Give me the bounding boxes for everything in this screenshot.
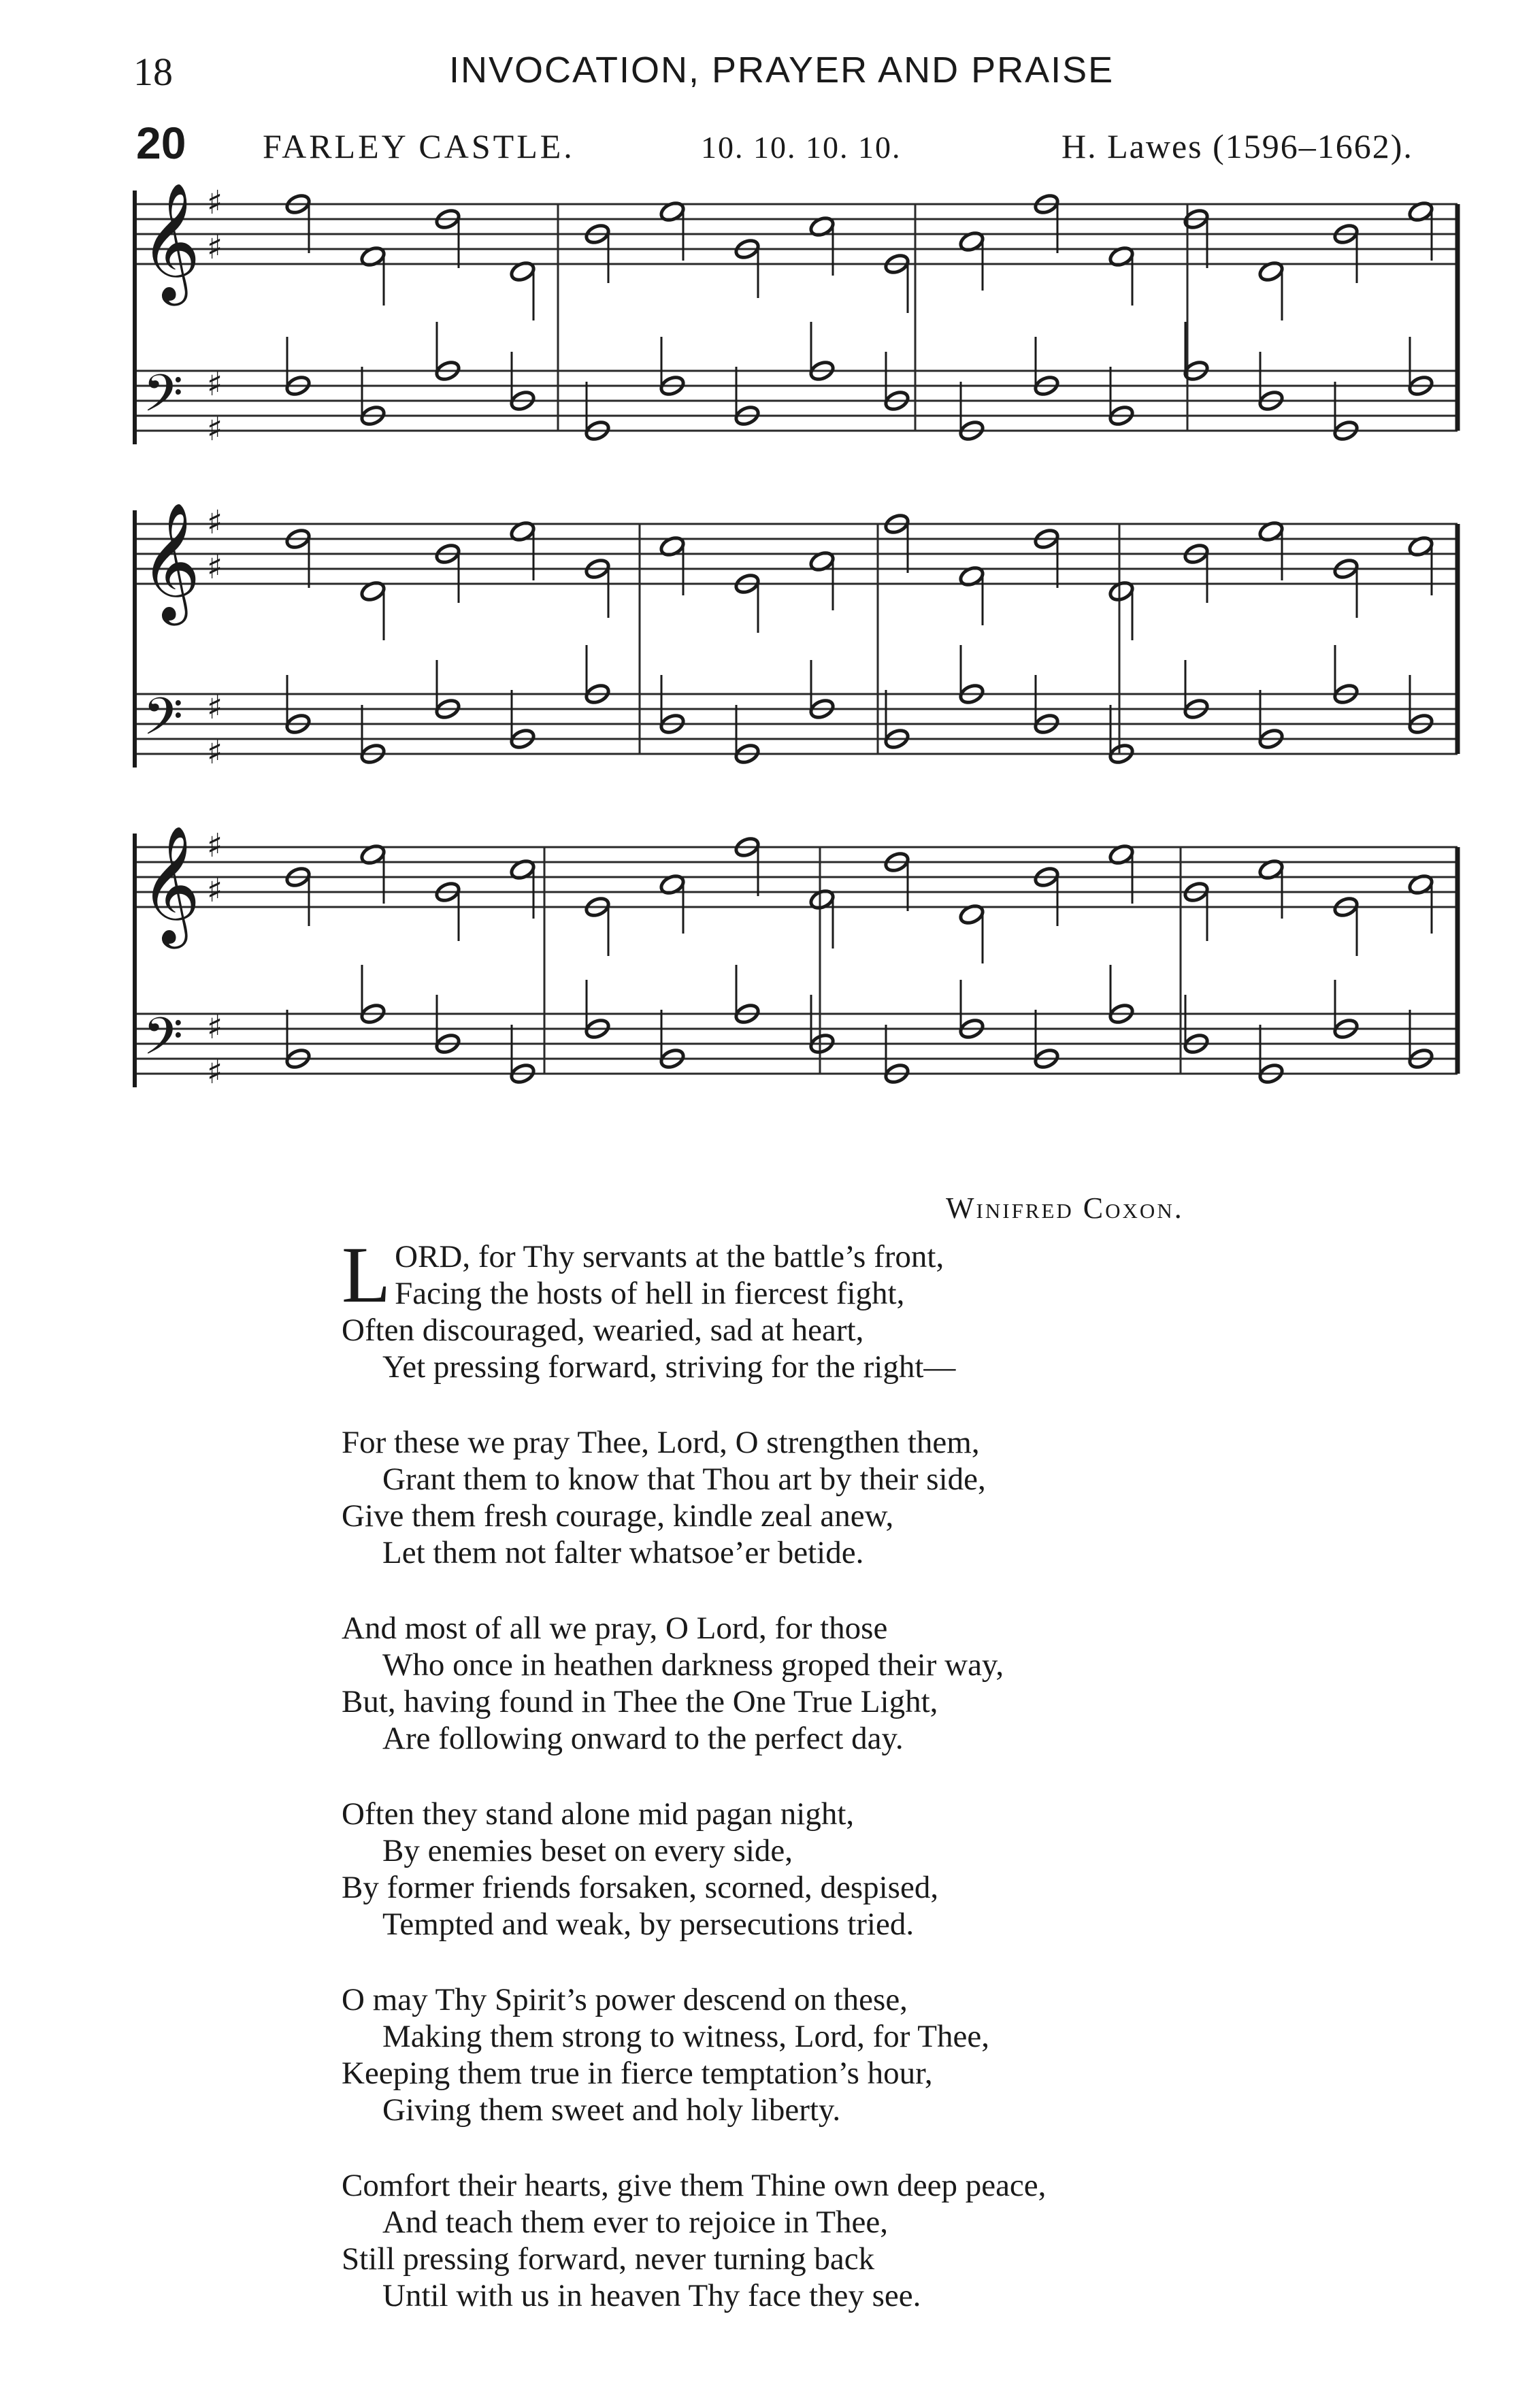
drop-capital: L — [342, 1230, 391, 1319]
verse-line: Grant them to know that Thou art by their side, — [382, 1462, 986, 1497]
verse-line: By enemies beset on every side, — [382, 1833, 793, 1868]
stanza-2 — [342, 1424, 1403, 1571]
bass-clef-icon: 𝄢 — [143, 687, 184, 759]
treble-clef-icon: 𝄞 — [140, 502, 201, 621]
sharp-icon: ♯ — [207, 1053, 223, 1091]
metre: 10. 10. 10. 10. — [701, 130, 902, 165]
verse-line: ORD, for Thy servants at the battle’s front, — [395, 1239, 944, 1274]
bass-clef-icon: 𝄢 — [143, 1006, 184, 1079]
sharp-icon: ♯ — [207, 733, 223, 772]
stanza-1 — [342, 1230, 1403, 1385]
stanza-3 — [342, 1610, 1403, 1757]
hymn-number: 20 — [136, 118, 186, 168]
verse-line: Making them strong to witness, Lord, for Thee, — [382, 2019, 989, 2054]
sharp-icon: ♯ — [207, 365, 223, 403]
sharp-icon: ♯ — [207, 504, 223, 542]
verse-line: Tempted and weak, by persecutions tried. — [382, 1907, 915, 1942]
verse-line: Until with us in heaven Thy face they see. — [382, 2278, 921, 2313]
verse-line: Who once in heathen darkness groped their way, — [382, 1647, 1004, 1683]
running-title: INVOCATION, PRAYER AND PRAISE — [449, 50, 1115, 90]
treble-clef-icon: 𝄞 — [140, 182, 201, 301]
verse-line: And teach them ever to rejoice in Thee, — [382, 2205, 888, 2240]
hymn-author: Winifred Coxon. — [946, 1191, 1184, 1225]
stanza-4 — [342, 1796, 1403, 1943]
verse-line: O may Thy Spirit’s power descend on these, — [342, 1982, 908, 2017]
composer: H. Lawes (1596–1662). — [1061, 127, 1413, 165]
verse-line: Still pressing forward, never turning back — [342, 2241, 875, 2277]
verse-line: Keeping them true in fierce temptation’s hour, — [342, 2056, 933, 2091]
verse-line: For these we pray Thee, Lord, O strengthen them, — [342, 1425, 980, 1460]
verse-line: But, having found in Thee the One True Light, — [342, 1684, 938, 1719]
verse-line: Comfort their hearts, give them Thine own deep peace, — [342, 2168, 1047, 2203]
treble-clef-icon: 𝄞 — [140, 825, 201, 944]
sharp-icon: ♯ — [207, 872, 223, 910]
sharp-icon: ♯ — [207, 689, 223, 727]
verse-line: Let them not falter whatsoe’er betide. — [382, 1535, 864, 1570]
sharp-icon: ♯ — [207, 410, 223, 448]
verse-line: Give them fresh courage, kindle zeal anew, — [342, 1498, 894, 1534]
verse-line: Giving them sweet and holy liberty. — [382, 2092, 841, 2128]
verse-line: Facing the hosts of hell in fiercest fight, — [395, 1276, 905, 1311]
sharp-icon: ♯ — [207, 184, 223, 222]
stanza-5 — [342, 1981, 1403, 2128]
tune-name: FARLEY CASTLE. — [263, 127, 575, 165]
verses — [342, 1230, 1403, 2353]
sharp-icon: ♯ — [207, 548, 223, 587]
sharp-icon: ♯ — [207, 827, 223, 865]
bass-clef-icon: 𝄢 — [143, 363, 184, 436]
verse-line: Yet pressing forward, striving for the right— — [382, 1349, 956, 1385]
verse-line: Often discouraged, wearied, sad at heart, — [342, 1313, 864, 1348]
music-score — [0, 0, 1531, 1102]
sharp-icon: ♯ — [207, 229, 223, 267]
verse-line: Are following onward to the perfect day. — [382, 1721, 904, 1756]
sharp-icon: ♯ — [207, 1008, 223, 1046]
verse-line: Often they stand alone mid pagan night, — [342, 1796, 855, 1832]
verse-line: By former friends forsaken, scorned, despised, — [342, 1870, 939, 1905]
page-number: 18 — [133, 50, 173, 94]
stanza-6 — [342, 2167, 1403, 2314]
verse-line: And most of all we pray, O Lord, for those — [342, 1611, 888, 1646]
